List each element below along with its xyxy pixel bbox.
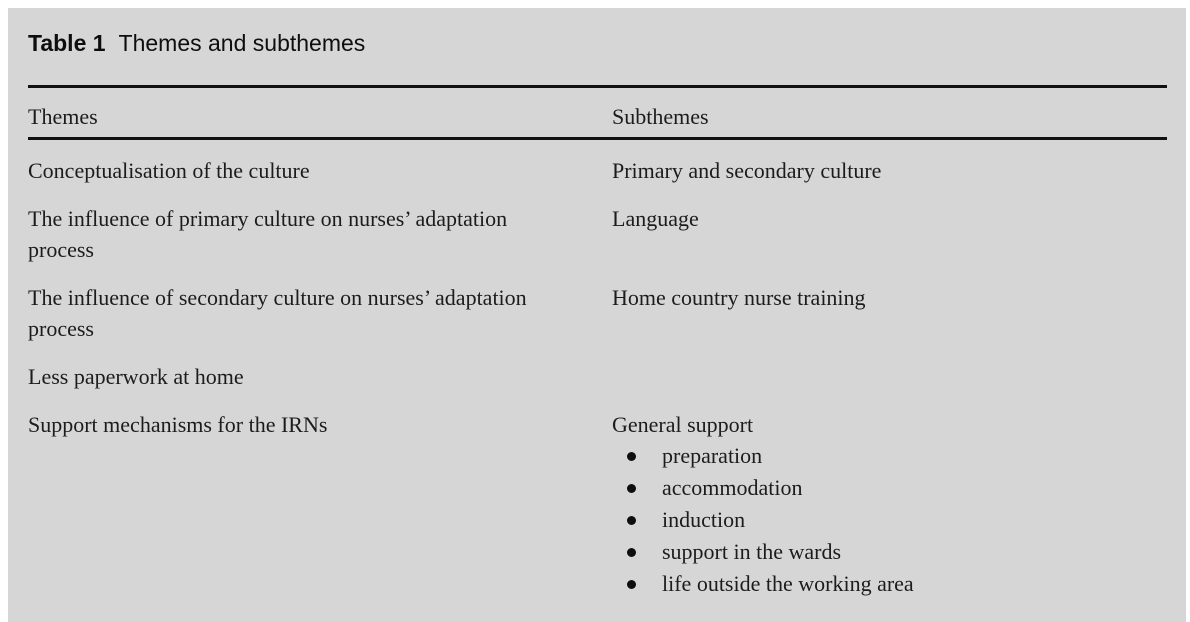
table-row — [28, 361, 1167, 392]
subtheme-bullet-list — [612, 440, 1152, 600]
subtheme-cell — [612, 361, 1152, 392]
table-top-rule — [28, 85, 1167, 88]
bullet-text: support in the wards — [662, 539, 842, 564]
table-figure — [28, 0, 1167, 622]
bullet-icon — [627, 484, 636, 493]
bullet-list-item — [612, 568, 1152, 600]
bullet-text: life outside the working area — [662, 571, 914, 596]
column-header-themes: Themes — [28, 104, 98, 129]
subtheme-cell: Language — [612, 206, 699, 231]
column-header-subthemes: Subthemes — [612, 104, 709, 129]
table-row — [28, 155, 1167, 186]
theme-cell: Support mechanisms for the IRNs — [28, 412, 328, 437]
table-body — [28, 155, 1167, 617]
subtheme-label: General support — [612, 412, 754, 437]
theme-cell: The influence of secondary culture on nurses’ adaptation process — [28, 285, 527, 341]
table-row — [28, 203, 1167, 265]
table-row — [28, 409, 1167, 600]
bullet-list-item — [612, 472, 1152, 504]
table-row — [28, 282, 1167, 344]
bullet-icon — [627, 452, 636, 461]
theme-cell: Less paperwork at home — [28, 364, 244, 389]
theme-cell: Conceptualisation of the culture — [28, 158, 310, 183]
bullet-list-item — [612, 440, 1152, 472]
table-header-row — [28, 101, 1167, 132]
bullet-text: induction — [662, 507, 746, 532]
bullet-text: preparation — [662, 443, 763, 468]
table-caption-label: Table 1 — [28, 30, 106, 56]
bullet-icon — [627, 580, 636, 589]
table-caption — [28, 26, 365, 60]
subtheme-cell — [612, 409, 1152, 600]
table-caption-title: Themes and subthemes — [118, 30, 366, 56]
table-header-rule — [28, 137, 1167, 140]
subtheme-cell: Primary and secondary culture — [612, 158, 882, 183]
bullet-icon — [627, 548, 636, 557]
subtheme-cell: Home country nurse training — [612, 285, 866, 310]
theme-cell: The influence of primary culture on nurses’ adaptation process — [28, 206, 508, 262]
bullet-list-item — [612, 536, 1152, 568]
bullet-icon — [627, 516, 636, 525]
bullet-list-item — [612, 504, 1152, 536]
bullet-text: accommodation — [662, 475, 803, 500]
